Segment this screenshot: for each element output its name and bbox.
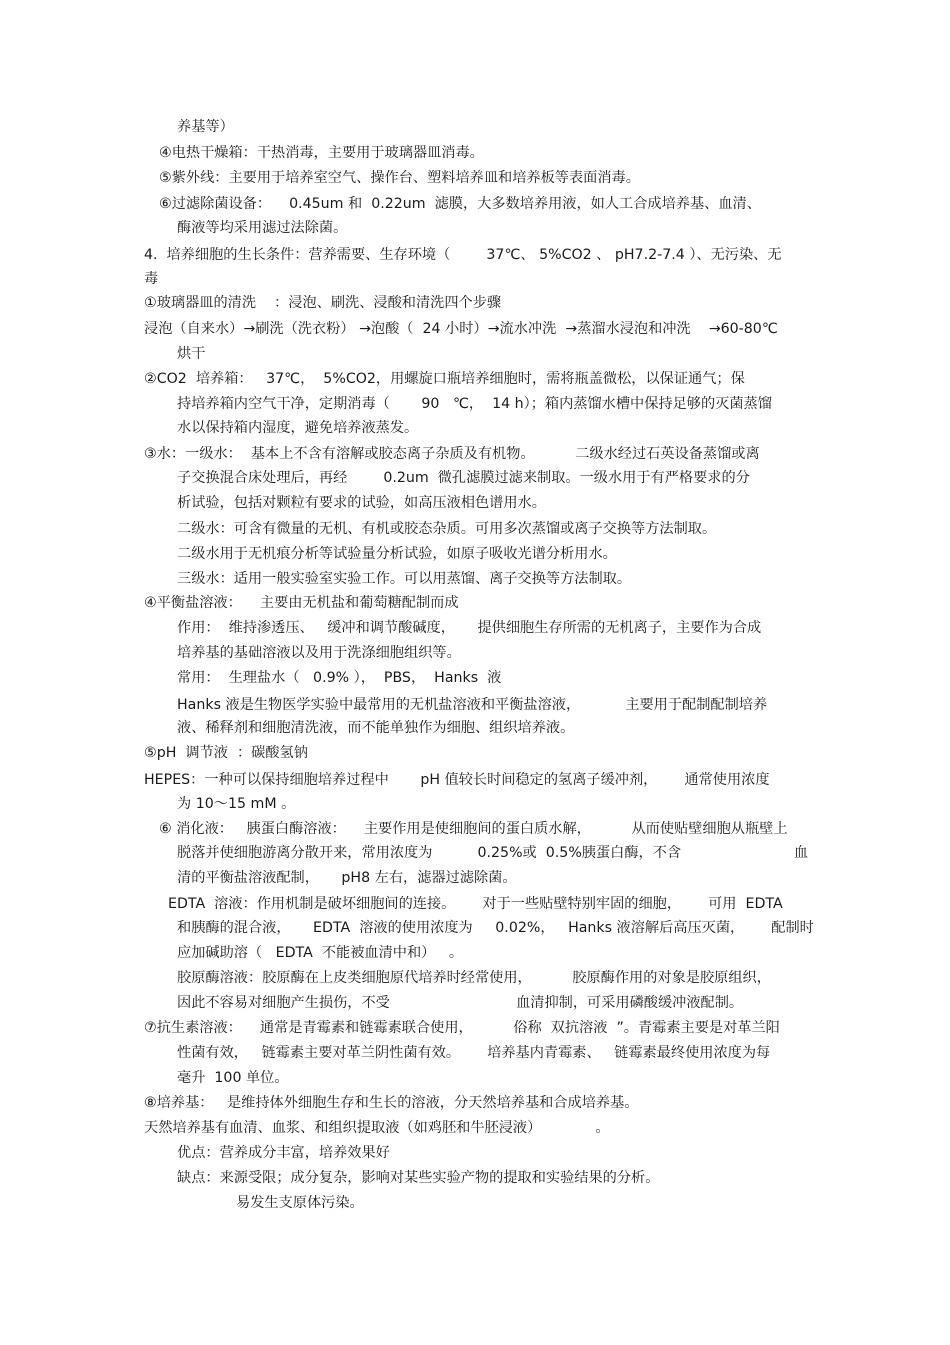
- text-line: 持培养箱内空气干净，定期消毒（ 90 ℃， 14 h）；箱内蒸馏水槽中保持足够的灭菌蒸馏: [177, 396, 772, 412]
- text-line: 水以保持箱内湿度，避免培养液蒸发。: [177, 420, 419, 436]
- text-line: ⑤紫外线：主要用于培养室空气、操作台、塑料培养皿和培养板等表面消毒。: [159, 170, 640, 186]
- text-line: 二级水：可含有微量的无机、有机或胶态杂质。可用多次蒸馏或离子交换等方法制取。: [177, 521, 717, 537]
- text-line: 三级水：适用一般实验室实验工作。可以用蒸馏、离子交换等方法制取。: [177, 571, 632, 587]
- text-line: ⑥过滤除菌设备： 0.45um 和 0.22um 滤膜，大多数培养用液，如人工合成培养基、血清、: [159, 196, 761, 212]
- text-line: 因此不容易对细胞产生损伤，不受 血清抑制，可采用磷酸缓冲液配制。: [177, 995, 744, 1011]
- text-line: 应加碱助溶（ EDTA 不能被血清中和） 。: [177, 945, 464, 961]
- text-line: ④电热干燥箱：干热消毒，主要用于玻璃器皿消毒。: [159, 145, 484, 161]
- text-line: ⑧培养基： 是维持体外细胞生存和生长的溶液，分天然培养基和合成培养基。: [144, 1095, 639, 1111]
- text-line: ⑤pH 调节液 ：碳酸氢钠: [144, 745, 308, 761]
- text-line: 优点：营养成分丰富，培养效果好: [177, 1145, 390, 1161]
- text-line: 毫升 100 单位。: [177, 1070, 289, 1086]
- text-line: ④平衡盐溶液： 主要由无机盐和葡萄糖配制而成: [144, 595, 459, 611]
- text-line: 毒: [144, 271, 159, 287]
- text-line: 酶液等均采用滤过法除菌。: [177, 220, 348, 236]
- text-line: 常用： 生理盐水（ 0.9% ）， PBS， Hanks 液: [177, 670, 502, 686]
- text-line: ③水：一级水： 基本上不含有溶解或胶态离子杂质及有机物。 二级水经过石英设备蒸馏或离: [144, 446, 760, 462]
- text-line: ②CO2 培养箱： 37℃， 5%CO2，用螺旋口瓶培养细胞时，需将瓶盖微松，以保证通气；保: [144, 371, 745, 387]
- text-line: 胶原酶溶液：胶原酶在上皮类细胞原代培养时经常使用， 胶原酶作用的对象是胶原组织，: [177, 970, 771, 986]
- text-line: 缺点：来源受限；成分复杂，影响对某些实验产物的提取和实验结果的分析。: [177, 1170, 660, 1186]
- text-line: 易发生支原体污染。: [236, 1195, 364, 1211]
- text-line: 烘干: [177, 346, 206, 362]
- text-line: 4. 培养细胞的生长条件：营养需要、生存环境（ 37℃、 5%CO2 、 pH7.2-7.4 ）、无污染、无: [144, 247, 782, 263]
- text-line: 脱落并使细胞游离分散开来，常用浓度为 0.25%或 0.5%胰蛋白酶，不含 血: [177, 845, 809, 861]
- text-line: 析试验，包括对颗粒有要求的试验，如高压液相色谱用水。: [177, 495, 546, 511]
- text-line: ⑥ 消化液： 胰蛋白酶溶液： 主要作用是使细胞间的蛋白质水解， 从而使贴壁细胞从瓶壁上: [159, 821, 788, 837]
- text-line: 浸泡（自来水）→刷洗（洗衣粉） →泡酸（ 24 小时）→流水冲洗 →蒸溜水浸泡和冲洗 →60-80℃: [144, 321, 778, 337]
- text-line: 养基等）: [177, 119, 234, 135]
- text-line: 培养基的基础溶液以及用于洗涤细胞组织等。: [177, 645, 461, 661]
- text-line: 性菌有效， 链霉素主要对革兰阴性菌有效。 培养基内青霉素、 链霉素最终使用浓度为每: [177, 1045, 771, 1061]
- text-line: 二级水用于无机痕分析等试验量分析试验，如原子吸收光谱分析用水。: [177, 546, 617, 562]
- text-line: HEPES：一种可以保持细胞培养过程中 pH 值较长时间稳定的氢离子缓冲剂， 通常使用浓度: [144, 772, 770, 788]
- text-line: 和胰酶的混合液， EDTA 溶液的使用浓度为 0.02%， Hanks 液溶解后高压灭菌， 配制时: [177, 920, 814, 936]
- text-line: 为 10～15 mM 。: [177, 796, 296, 812]
- text-line: 子交换混合床处理后，再经 0.2um 微孔滤膜过滤来制取。一级水用于有严格要求的分: [177, 470, 750, 486]
- text-line: ⑦抗生素溶液： 通常是青霉素和链霉素联合使用， 俗称 双抗溶液 ”。青霉素主要是对革兰阳: [144, 1020, 780, 1036]
- text-line: 天然培养基有血清、血浆、和组织提取液（如鸡胚和牛胚浸液） 。: [144, 1120, 610, 1136]
- text-line: 液、稀释剂和细胞清洗液，而不能单独作为细胞、组织培养液。: [177, 720, 575, 736]
- text-line: Hanks 液是生物医学实验中最常用的无机盐溶液和平衡盐溶液， 主要用于配制配制培养: [177, 697, 768, 713]
- text-line: ①玻璃器皿的清洗 ：浸泡、刷洗、浸酸和清洗四个步骤: [144, 295, 502, 311]
- text-line: EDTA 溶液：作用机制是破坏细胞间的连接。 对于一些贴壁特别牢固的细胞， 可用 EDTA: [168, 896, 783, 912]
- text-line: 作用： 维持渗透压、 缓冲和调节酸碱度， 提供细胞生存所需的无机离子，主要作为合成: [177, 620, 762, 636]
- text-line: 清的平衡盐溶液配制， pH8 左右，滤器过滤除菌。: [177, 870, 517, 886]
